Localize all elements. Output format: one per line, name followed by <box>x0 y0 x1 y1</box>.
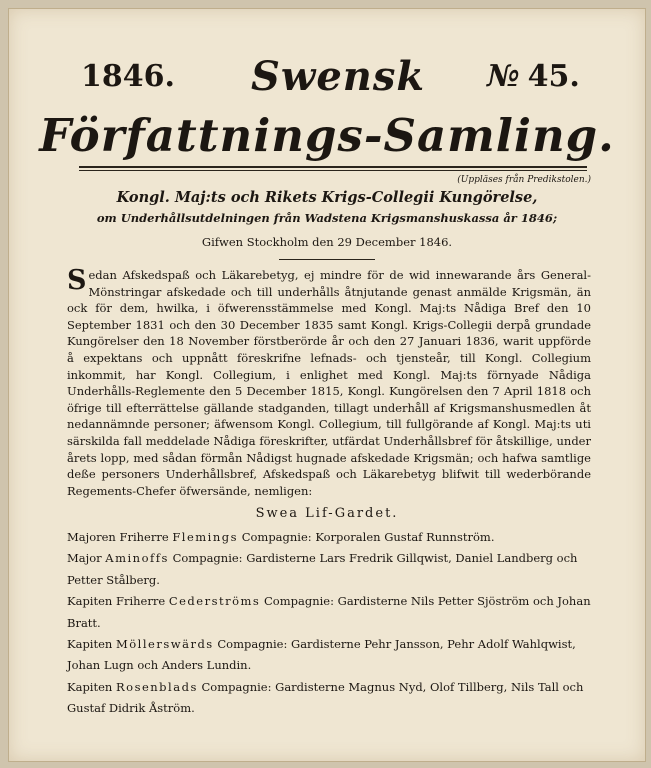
body-paragraph <box>67 267 591 499</box>
entry-name: Möllerswärds <box>115 637 214 652</box>
title-rule-thick <box>79 166 587 168</box>
body-text: edan Afskedspaß och Läkarebetyg, ej mindre för de wid innewarande års General-Mönstringar afskedade och till underhålls åtnjutande genast anmälde Krigsmän, än ock för dem, hwilka, i öfwerensstämmelse med Kongl. Maj:ts Nådiga Bref den 10 September 1831 och den 30 December 1835 samt Kongl. Krigs-Collegii derpå grundade Kungörelser den 18 November förstberörde år och den 27 Januari 1836, warit uppförde å expektans och uppnått föreskrifne lefnads- och tjensteår, till Kongl. Collegium inkommit, har Kongl. Collegium, i enlighet med Kongl. Maj:ts förnyade Nådiga Underhålls-Reglemente den 5 December 1815, Kongl. Kungörelsen den 7 April 1818 och öfrige till efterrättelse gällande stadganden, tillagt underhåll af Krigsmanshusmedlen åt nedannämnde personer; äfwensom Kongl. Collegium, till fullgörande af Kongl. Maj:ts uti särskilda fall meddelade Nådiga föreskrifter, utfärdat Underhållsbref för åtskillige, under årets lopp, med sådan förmån Nådigst hugnade afskedade Krigsmän; och hafwa samtlige deße personers Underhållsbref, Afskedspaß och Läkarebetyg blifwit till wederbörande Regements-Chefer öfwersände, nemligen: <box>67 268 591 498</box>
drop-cap: S <box>67 265 87 296</box>
entry-text: Compagnie: Gardisterne Lars Fredrik Gillqwist, Daniel Landberg och Petter Stålberg. <box>67 551 578 587</box>
entry-name: Rosenblads <box>115 679 198 694</box>
entry-text: Compagnie: Gardisterne Nils Petter Sjöström och Johan Bratt. <box>67 594 591 630</box>
list-item <box>67 527 593 548</box>
list-item <box>67 591 593 634</box>
entry-officer: Majoren Friherre <box>67 530 169 544</box>
entry-officer: Kapiten <box>67 679 113 694</box>
entries-list <box>67 527 593 720</box>
list-item <box>67 677 593 720</box>
entry-name: Cederströms <box>168 594 261 609</box>
decree-heading: Kongl. Maj:ts och Rikets Krigs-Collegii Kungörelse, <box>116 189 538 206</box>
masthead-word-swensk: Swensk <box>251 53 426 100</box>
entry-name: Flemings <box>172 530 239 544</box>
entry-name: Aminoffs <box>105 551 169 566</box>
entry-officer: Major <box>67 551 102 566</box>
entry-officer: Kapiten <box>67 637 113 652</box>
entry-text: Compagnie: Gardisterne Magnus Nyd, Olof Tillberg, Nils Tall och Gustaf Didrik Åström. <box>67 679 584 716</box>
masthead-title: Författnings-Samling. <box>39 109 615 162</box>
masthead-issue <box>487 59 580 94</box>
issue-symbol: № <box>487 59 520 94</box>
masthead <box>9 53 645 117</box>
masthead-year: 1846. <box>81 59 175 94</box>
decree-subheading: om Underhållsutdelningen från Wadstena Krigsmanshuskassa år 1846; <box>96 211 558 225</box>
entry-officer: Kapiten Friherre <box>67 594 166 609</box>
read-note: (Uppläses från Predikstolen.) <box>457 175 591 185</box>
list-item <box>67 548 593 591</box>
issue-number: 45. <box>527 59 580 94</box>
section-title: Swea Lif-Gardet. <box>255 506 399 521</box>
entry-text: Compagnie: Korporalen Gustaf Runnström. <box>241 530 495 544</box>
decree-date: Gifwen Stockholm den 29 December 1846. <box>201 235 453 249</box>
list-item <box>67 634 593 677</box>
entry-text: Compagnie: Gardisterne Pehr Jansson, Pehr Adolf Wahlqwist, Johan Lugn och Anders Lundin. <box>67 637 576 673</box>
heading-separator <box>279 259 375 260</box>
document-page <box>8 8 646 762</box>
title-rule-thin <box>79 170 587 171</box>
